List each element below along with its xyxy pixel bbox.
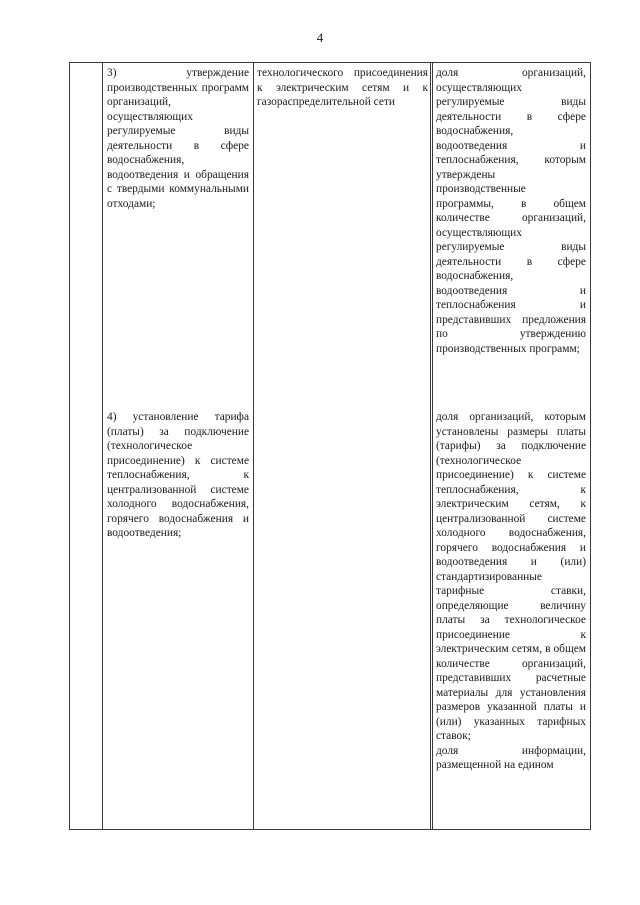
row3-indicator-text: доля организаций, осуществляющих регулируемые виды деятельности в сфере водоснабжения, водоотведения и теплоснабжения, которым утверждены производственные программы, в общем количестве организаций, осуществляющих регулируемые виды деятельности в сфере водоснабжения, водоотведения и теплоснабжения и представивших предложения по утверждению производственных программ; — [436, 67, 586, 355]
row4-indicator-text-a: доля организаций, которым установлены размеры платы (тарифы) за подключение (технологическое присоединение) к системе теплоснабжения, к электрическим сетям, к централизованной системе холодного водоснабжения, горячего водоснабжения и водоотведения и (или) стандартизированные тарифные ставки, определяющие величину платы за технологическое присоединение к электрическим сетям, в общем количестве организаций, представивших расчетные материалы для установления размеров указанной платы и (или) указанных тарифных ставок; — [436, 411, 586, 742]
row4-measure-text: 4) установление тарифа (платы) за подключение (технологическое присоединение) к системе теплоснабжения, к централизованной системе холодного водоснабжения, горячего водоснабжения и водоотведения; — [107, 411, 249, 539]
column-divider-1 — [102, 62, 103, 830]
row4-indicator-cell — [436, 410, 586, 773]
page-number: 4 — [316, 30, 324, 45]
row3-continued-text: технологического присоединения к электрическим сетям и к газораспределительной сети — [257, 67, 428, 108]
row3-continued-cell — [257, 66, 428, 110]
column-divider-3 — [430, 62, 431, 830]
column-divider-3-double — [432, 62, 433, 830]
row4-indicator-text-b: доля информации, размещенной на едином — [436, 744, 586, 771]
row4-measure-cell — [107, 410, 249, 541]
row3-measure-text: 3) утверждение производственных программ организаций, осуществляющих регулируемые виды деятельности в сфере водоснабжения, водоотведения и обращения с твердыми коммунальными отходами; — [107, 67, 249, 210]
row3-measure-cell — [107, 66, 249, 211]
column-divider-2 — [253, 62, 254, 830]
row3-indicator-cell — [436, 66, 586, 356]
